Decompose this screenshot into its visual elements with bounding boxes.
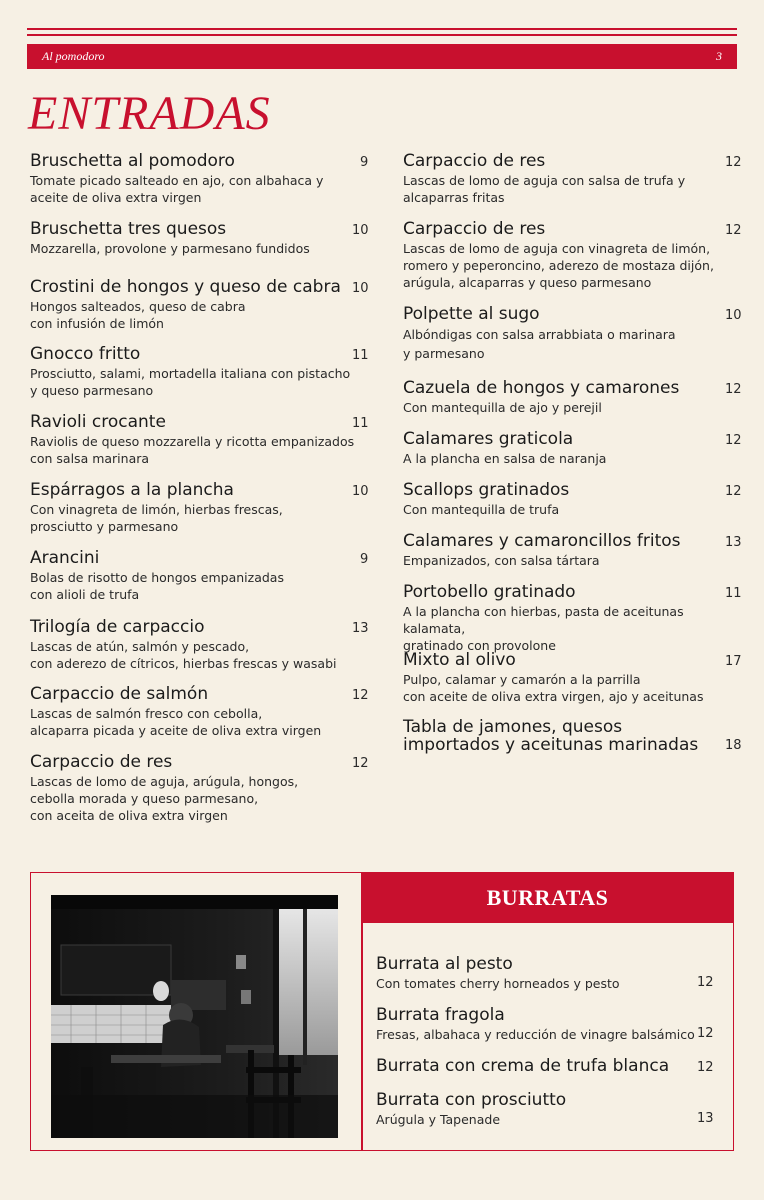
menu-item [30,752,370,824]
menu-item [403,429,743,467]
item-price: 11 [352,416,369,431]
burratas-panel [30,872,734,1151]
item-price: 17 [725,654,742,669]
item-name: Burrata al pesto [376,954,513,974]
item-name: Calamares y camaroncillos fritos [403,531,681,551]
item-name: Crostini de hongos y queso de cabra [30,277,341,297]
menu-item [403,480,743,518]
menu-item [30,151,370,206]
item-description: Lascas de salmón fresco con cebolla, alcaparra picada y aceite de oliva extra virgen [30,706,322,738]
item-description: Lascas de atún, salmón y pescado, con aderezo de cítricos, hierbas frescas y wasabi [30,639,337,671]
cafe-photo [51,895,338,1138]
item-description: Mozzarella, provolone y parmesano fundidos [30,241,310,256]
item-description: Lascas de lomo de aguja con vinagreta de limón, romero y peperoncino, aderezo de mostaza dijón, arúgula, alcaparras y queso parmesano [403,241,714,290]
item-description: Con mantequilla de ajo y perejil [403,400,602,415]
item-price: 12 [725,433,742,448]
item-name: Mixto al olivo [403,650,516,670]
burrata-item [376,954,716,992]
top-rule-2 [27,34,737,36]
item-description: Raviolis de queso mozzarella y ricotta empanizados con salsa marinara [30,434,355,466]
burratas-title: BURRATAS [362,873,733,923]
menu-item [30,344,370,399]
burrata-item [376,1056,716,1076]
menu-item [403,650,743,705]
item-name: Burrata con prosciutto [376,1090,567,1110]
item-description: A la plancha con hierbas, pasta de aceitunas kalamata, gratinado con provolone [403,604,684,653]
item-description: Arúgula y Tapenade [376,1112,501,1127]
item-name: Gnocco fritto [30,344,141,364]
item-price: 12 [352,756,369,771]
menu-item [30,684,370,739]
menu-item [30,219,370,257]
item-name: Bruschetta tres quesos [30,219,227,239]
item-description: Fresas, albahaca y reducción de vinagre balsámico [376,1027,695,1042]
item-price: 12 [725,484,742,499]
item-description: Prosciutto, salami, mortadella italiana con pistacho y queso parmesano [30,366,351,398]
item-name: Carpaccio de res [30,752,173,772]
item-price: 10 [352,281,369,296]
item-price: 13 [697,1111,714,1126]
item-name: Ravioli crocante [30,412,166,432]
cafe-interior-image [51,895,338,1138]
item-name: Cazuela de hongos y camarones [403,378,680,398]
item-price: 12 [352,688,369,703]
item-description: A la plancha en salsa de naranja [403,451,607,466]
menu-item [403,219,743,291]
item-name: Carpaccio de salmón [30,684,209,704]
page-header [27,44,737,69]
item-name: Portobello gratinado [403,582,576,602]
item-name: Espárragos a la plancha [30,480,234,500]
item-name: Trilogía de carpaccio [30,617,205,637]
item-description: Hongos salteados, queso de cabra con infusión de limón [30,299,246,331]
item-price: 10 [352,223,369,238]
burrata-item [376,1090,716,1128]
menu-item [403,378,743,416]
item-name: Scallops gratinados [403,480,570,500]
item-description: Albóndigas con salsa arrabbiata o marinara y parmesano [403,327,676,361]
menu-item [30,480,370,535]
item-description: Empanizados, con salsa tártara [403,553,600,568]
item-price: 11 [352,348,369,363]
item-name: Calamares graticola [403,429,574,449]
item-price: 9 [360,552,369,567]
menu-item [403,151,743,206]
restaurant-name: Al pomodoro [42,49,105,63]
item-name: Tabla de jamones, quesos importados y aceitunas marinadas [403,717,699,755]
item-price: 12 [697,1060,714,1075]
item-price: 13 [352,621,369,636]
item-description: Con mantequilla de trufa [403,502,560,517]
item-name: Burrata fragola [376,1005,505,1025]
section-title: ENTRADAS [28,87,271,140]
item-price: 12 [697,975,714,990]
item-price: 11 [725,586,742,601]
menu-item [30,617,370,672]
item-price: 12 [725,223,742,238]
item-description: Lascas de lomo de aguja con salsa de trufa y alcaparras fritas [403,173,686,205]
item-price: 10 [725,308,742,323]
top-rule-1 [27,28,737,30]
menu-item [403,304,743,363]
menu-item [403,531,743,569]
item-name: Burrata con crema de trufa blanca [376,1056,670,1076]
item-name: Bruschetta al pomodoro [30,151,235,171]
page-number: 3 [716,49,722,63]
item-description: Con vinagreta de limón, hierbas frescas, prosciutto y parmesano [30,502,283,534]
item-name: Carpaccio de res [403,219,546,239]
menu-item [30,548,370,603]
item-price: 13 [725,535,742,550]
item-price: 12 [697,1026,714,1041]
menu-item [30,412,370,467]
item-description: Lascas de lomo de aguja, arúgula, hongos, cebolla morada y queso parmesano, con aceita de oliva extra virgen [30,774,299,823]
item-description: Tomate picado salteado en ajo, con albahaca y aceite de oliva extra virgen [30,173,324,205]
item-price: 12 [725,382,742,397]
item-name: Polpette al sugo [403,304,540,324]
burrata-item [376,1005,716,1043]
item-price: 18 [725,738,742,753]
item-price: 12 [725,155,742,170]
item-description: Pulpo, calamar y camarón a la parrilla con aceite de oliva extra virgen, ajo y aceitunas [403,672,704,704]
menu-item [403,718,743,754]
item-description: Bolas de risotto de hongos empanizadas con alioli de trufa [30,570,284,602]
item-name: Carpaccio de res [403,151,546,171]
item-price: 10 [352,484,369,499]
item-name: Arancini [30,548,100,568]
menu-item [30,277,370,332]
item-price: 9 [360,155,369,170]
item-description: Con tomates cherry horneados y pesto [376,976,620,991]
menu-item [403,582,743,654]
